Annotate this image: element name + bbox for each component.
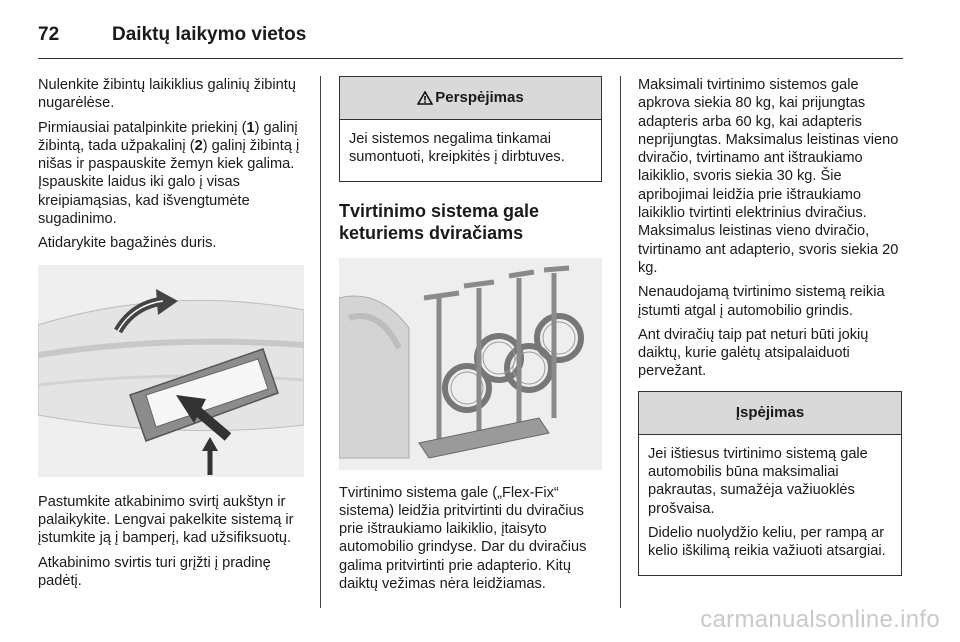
notice-body bbox=[639, 435, 901, 575]
warning-box bbox=[339, 76, 602, 182]
column-right bbox=[638, 76, 902, 576]
warning-title: Perspėjimas bbox=[435, 88, 524, 106]
page-number: 72 bbox=[38, 24, 60, 45]
callout-number: 1 bbox=[246, 119, 255, 136]
column-middle bbox=[339, 76, 602, 599]
page-header bbox=[38, 18, 306, 52]
notice-box bbox=[638, 391, 902, 576]
paragraph: Nenaudojamą tvirtinimo sistemą reikia įstumti atgal į automobilio grindis. bbox=[638, 284, 885, 319]
paragraph: Ant dviračių taip pat neturi būti jokių daiktų, kurie galėtų atsipalaiduoti pervežant. bbox=[638, 326, 869, 380]
paragraph: Nulenkite žibintų laikiklius galinių žibintų nugarėlėse. bbox=[38, 77, 296, 112]
tailgate-illustration bbox=[38, 265, 304, 477]
paragraph: Tvirtinimo sistema gale („Flex-Fix“ sistema) leidžia pritvirtinti du dviračius prie ištraukiamo laikiklio, įtaisyto automobilio grindyse. Dar du dviračius galima pritvirtinti prie adapterio. Kitų daiktų vežimas nėra leidžiamas. bbox=[339, 484, 587, 593]
notice-text: Didelio nuolydžio keliu, per rampą ar kelio iškilimą reikia važiuoti atsargiai. bbox=[648, 524, 886, 560]
column-left bbox=[38, 76, 304, 596]
warning-body bbox=[340, 120, 601, 181]
header-divider bbox=[38, 58, 903, 59]
paragraph: Pirmiausiai patalpinkite priekinį (1) galinį žibintą, tada užpakalinį (2) galinį žibintą į nišas ir paspauskite žemyn kiek galima. Įspauskite laidus iki galo į visas kreipiamąsias, kad išvengtumėte sugadinimo. bbox=[38, 119, 300, 228]
column-divider bbox=[620, 76, 621, 608]
notice-title: Įspėjimas bbox=[735, 403, 805, 421]
paragraph: Maksimali tvirtinimo sistemos gale apkrova siekia 80 kg, kai prijungtas adapteris arba 60 kg, kai adapteris neprijungtas. Maksimalus leistinas vieno dviračio, tvirtinamo ant ištraukiamo laikiklio, svoris siekia 30 kg. Šie apribojimai leidžia prie ištraukiamo laikiklio tvirtinti elektrinius dviračius. Maksimalus leistinas vieno dviračio, tvirtinamo ant adapterio, svoris siekia 20 kg. bbox=[638, 77, 899, 276]
warning-header bbox=[340, 77, 601, 120]
watermark: carmanualsonline.info bbox=[700, 606, 940, 633]
column-divider bbox=[320, 76, 321, 608]
notice-header bbox=[639, 392, 901, 435]
bike-carrier-illustration bbox=[339, 258, 602, 470]
page-title: Daiktų laikymo vietos bbox=[112, 24, 307, 45]
paragraph: Pastumkite atkabinimo svirtį aukštyn ir palaikykite. Lengvai pakelkite sistemą ir įstumkite ją į bamperį, kad užsifiksuotų. bbox=[38, 493, 294, 547]
warning-triangle-icon bbox=[417, 91, 433, 105]
paragraph: Atidarykite bagažinės duris. bbox=[38, 235, 217, 252]
section-title: Tvirtinimo sistema gale keturiems dviračiams bbox=[339, 200, 540, 243]
paragraph: Atkabinimo svirtis turi grįžti į pradinę padėtį. bbox=[38, 554, 271, 589]
notice-text: Jei ištiesus tvirtinimo sistemą gale automobilis būna maksimaliai pakrautas, sumažėja važiuoklės prošvaisa. bbox=[648, 445, 868, 517]
warning-text: Jei sistemos negalima tinkamai sumontuoti, kreipkitės į dirbtuves. bbox=[349, 131, 565, 166]
callout-number: 2 bbox=[194, 137, 203, 154]
